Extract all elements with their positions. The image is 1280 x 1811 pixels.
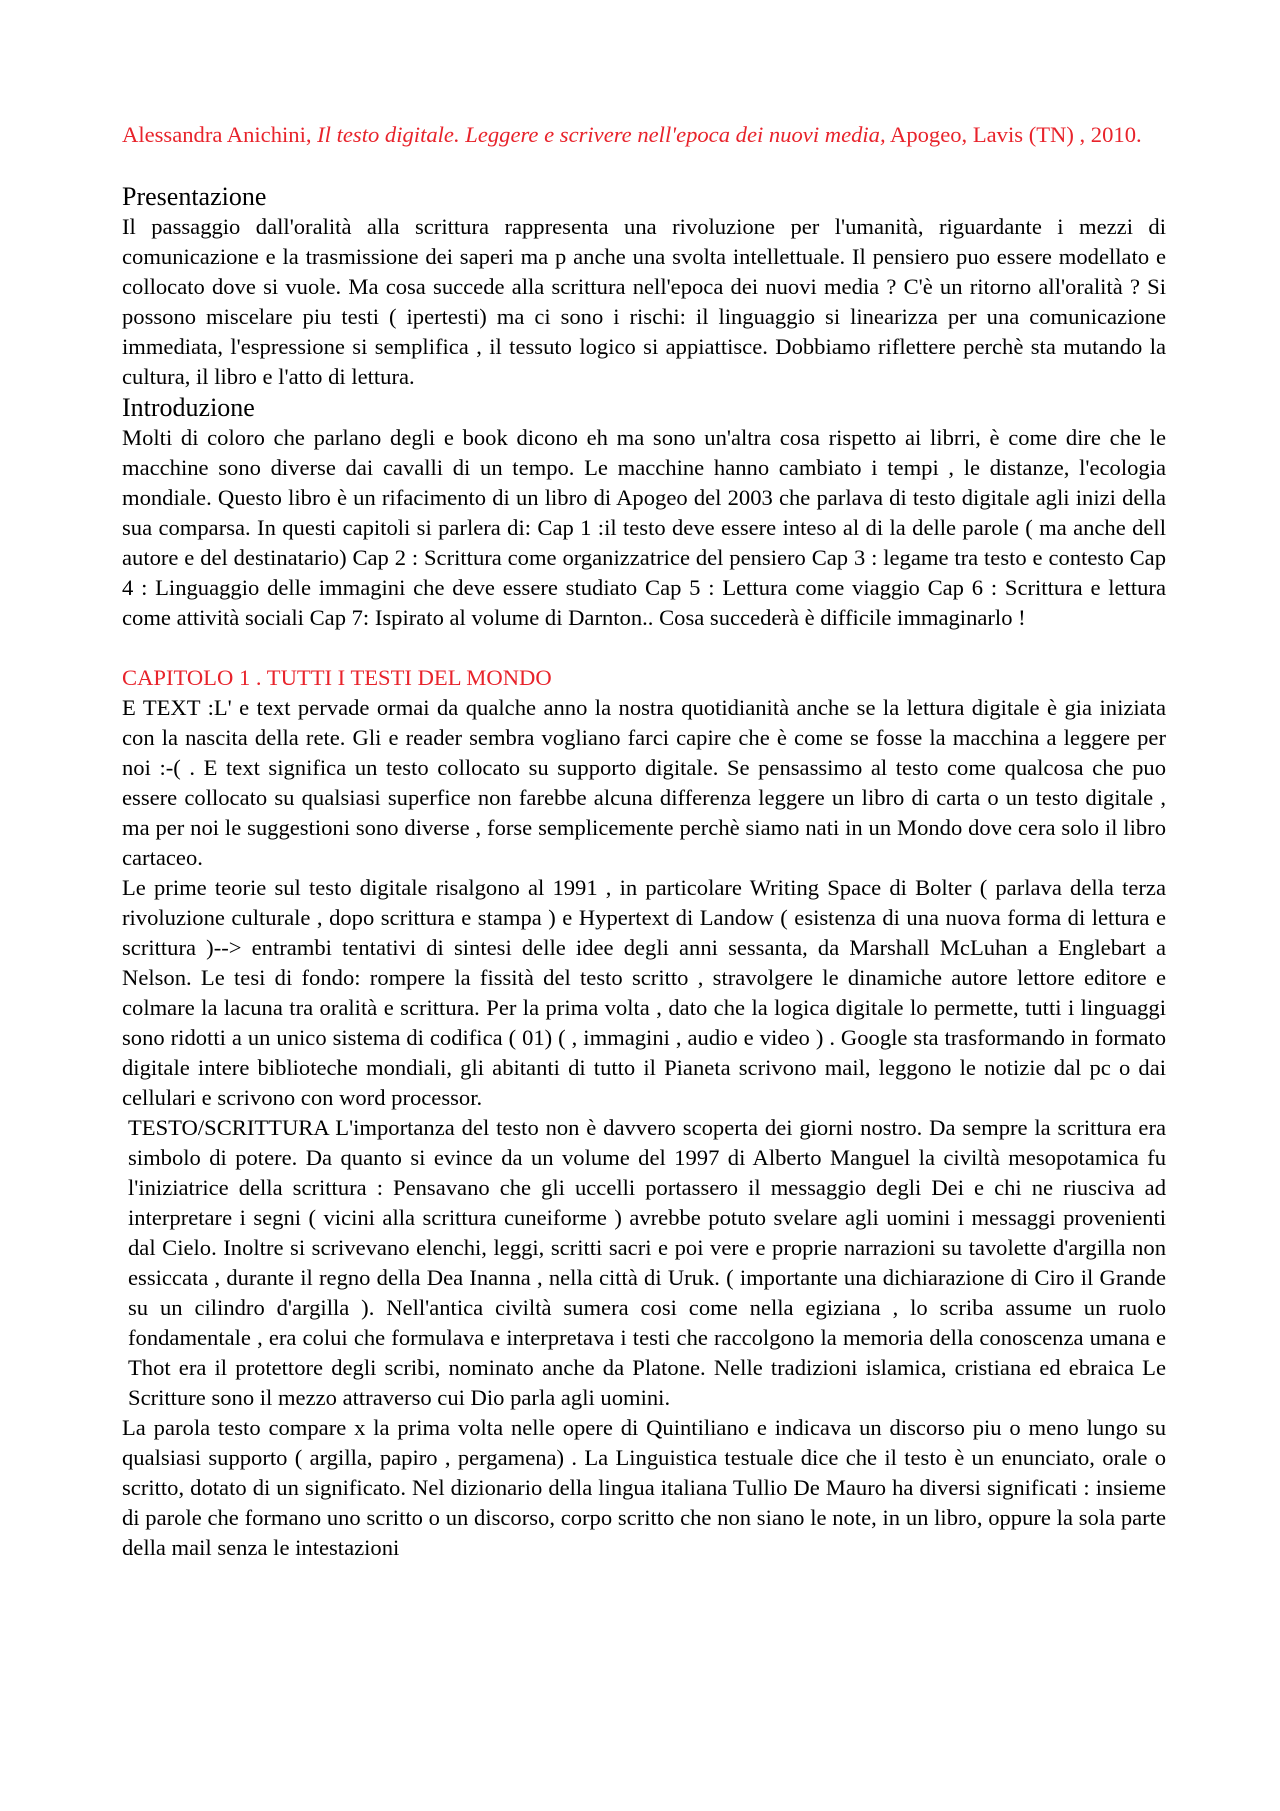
citation-author: Alessandra Anichini, bbox=[122, 122, 318, 147]
chapter-heading: CAPITOLO 1 . TUTTI I TESTI DEL MONDO bbox=[122, 665, 552, 690]
document-page bbox=[122, 120, 1166, 1563]
bibliographic-citation bbox=[122, 120, 1166, 150]
heading-presentazione: Presentazione bbox=[122, 182, 267, 211]
paragraph-presentazione: Il passaggio dall'oralità alla scrittura rappresenta una rivoluzione per l'umanità, riguardante i mezzi di comunicazione e la trasmissione dei saperi ma p anche una svolta intellettuale. Il pensiero puo essere modellato e collocato dove si vuole. Ma cosa succede alla scrittura nell'epoca dei nuovi media ? C'è un ritorno all'oralità ? Si possono miscelare piu testi ( ipertesti) ma ci sono i rischi: il linguaggio si linearizza per una comunicazione immediata, l'espressione si semplifica , il tessuto logico si appiattisce. Dobbiamo riflettere perchè sta mutando la cultura, il libro e l'atto di lettura. bbox=[122, 214, 1166, 389]
paragraph-testo-scrittura: TESTO/SCRITTURA L'importanza del testo non è davvero scoperta dei giorni nostro. Da sempre la scrittura era simbolo di potere. Da quanto si evince da un volume del 1997 di Alberto Manguel la civiltà mesopotamica fu l'iniziatrice della scrittura : Pensavano che gli uccelli portassero il messaggio degli Dei e chi ne riusciva ad interpretare i segni ( vicini alla scrittura cuneiforme ) avrebbe potuto svelare agli uomini i messaggi provenienti dal Cielo. Inoltre si scrivevano elenchi, leggi, scritti sacri e poi vere e proprie narrazioni su tavolette d'argilla non essiccata , durante il regno della Dea Inanna , nella città di Uruk. ( importante una dichiarazione di Ciro il Grande su un cilindro d'argilla ). Nell'antica civiltà sumera cosi come nella egiziana , lo scriba assume un ruolo fondamentale , era colui che formulava e interpretava i testi che raccolgono la memoria della conoscenza umana e Thot era il protettore degli scribi, nominato anche da Platone. Nelle tradizioni islamica, cristiana ed ebraica Le Scritture sono il mezzo attraverso cui Dio parla agli uomini. bbox=[128, 1115, 1166, 1410]
heading-introduzione: Introduzione bbox=[122, 393, 255, 422]
citation-title: Il testo digitale. Leggere e scrivere nell'epoca dei nuovi media, bbox=[317, 122, 886, 147]
paragraph-introduzione: Molti di coloro che parlano degli e book dicono eh ma sono un'altra cosa rispetto ai librri, è come dire che le macchine sono diverse dai cavalli di un tempo. Le macchine hanno cambiato i tempi , le distanze, l'ecologia mondiale. Questo libro è un rifacimento di un libro di Apogeo del 2003 che parlava di testo digitale agli inizi della sua comparsa. In questi capitoli si parlera di: Cap 1 :il testo deve essere inteso al di la delle parole ( ma anche dell autore e del destinatario) Cap 2 : Scrittura come organizzatrice del pensiero Cap 3 : legame tra testo e contesto Cap 4 : Linguaggio delle immagini che deve essere studiato Cap 5 : Lettura come viaggio Cap 6 : Scrittura e lettura come attività sociali Cap 7: Ispirato al volume di Darnton.. Cosa succederà è difficile immaginarlo ! bbox=[122, 425, 1166, 630]
citation-publisher: Apogeo, Lavis (TN) , 2010. bbox=[885, 122, 1142, 147]
paragraph-etext: E TEXT :L' e text pervade ormai da qualche anno la nostra quotidianità anche se la lettura digitale è gia iniziata con la nascita della rete. Gli e reader sembra vogliano farci capire che è come se fosse la macchina a leggere per noi :-( . E text significa un testo collocato su supporto digitale. Se pensassimo al testo come qualcosa che puo essere collocato su qualsiasi superfice non farebbe alcuna differenza leggere un libro di carta o un testo digitale , ma per noi le suggestioni sono diverse , forse semplicemente perchè siamo nati in un Mondo dove cera solo il libro cartaceo. bbox=[122, 695, 1166, 870]
paragraph-prime-teorie: Le prime teorie sul testo digitale risalgono al 1991 , in particolare Writing Space di Bolter ( parlava della terza rivoluzione culturale , dopo scrittura e stampa ) e Hypertext di Landow ( esistenza di una nuova forma di lettura e scrittura )--> entrambi tentativi di sintesi delle idee degli anni sessanta, da Marshall McLuhan a Englebart a Nelson. Le tesi di fondo: rompere la fissità del testo scritto , stravolgere le dinamiche autore lettore editore e colmare la lacuna tra oralità e scrittura. Per la prima volta , dato che la logica digitale lo permette, tutti i linguaggi sono ridotti a un unico sistema di codifica ( 01) ( , immagini , audio e video ) . Google sta trasformando in formato digitale intere biblioteche mondiali, gli abitanti di tutto il Pianeta scrivono mail, leggono le notizie dal pc o dai cellulari e scrivono con word processor. bbox=[122, 875, 1166, 1110]
paragraph-parola-testo: La parola testo compare x la prima volta nelle opere di Quintiliano e indicava un discorso piu o meno lungo su qualsiasi supporto ( argilla, papiro , pergamena) . La Linguistica testuale dice che il testo è un enunciato, orale o scritto, dotato di un significato. Nel dizionario della lingua italiana Tullio De Mauro ha diversi significati : insieme di parole che formano uno scritto o un discorso, corpo scritto che non siano le note, in un libro, oppure la sola parte della mail senza le intestazioni bbox=[122, 1415, 1166, 1560]
